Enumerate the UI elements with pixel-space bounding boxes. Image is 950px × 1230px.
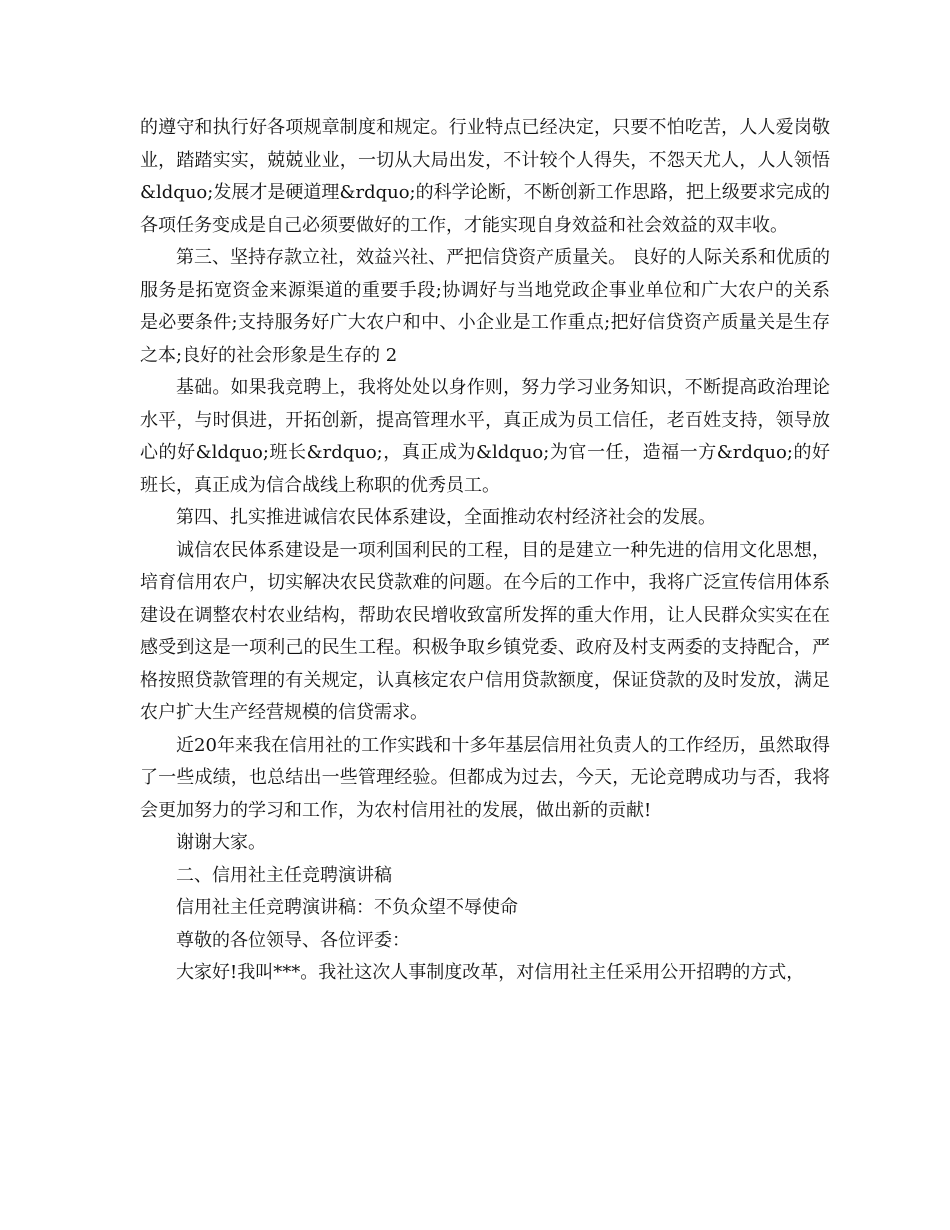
paragraph-credit-system: 诚信农民体系建设是一项利国利民的工程，目的是建立一种先进的信用文化思想，培育信用农户，切实解决农民贷款难的问题。在今后的工作中，我将广泛宣传信用体系建设在调整农村农业结构，帮助农民增收致富所发挥的重大作用，让人民群众实实在在感受到这是一项利己的民生工程。积极争取乡镇党委、政府及村支两委的支持配合，严格按照贷款管理的有关规定，认真核定农户信用贷款额度，保证贷款的及时发放，满足农户扩大生产经营规模的信贷需求。 [140,539,830,723]
salutation: 尊敬的各位领导、各位评委： [176,929,410,951]
paragraph-third-point: 第三、坚持存款立社，效益兴社、严把信贷资产质量关。 良好的人际关系和优质的服务是拓宽资金来源渠道的重要手段;协调好与当地党政企事业单位和广大农户的关系是必要条件;支持服务好广大农户和中、小企业是工作重点;把好信贷资产质量关是生存之本;良好的社会形象是生存的 2 [140,247,830,366]
paragraph-foundation: 基础。如果我竞聘上，我将处处以身作则，努力学习业务知识，不断提高政治理论水平，与时俱进，开拓创新，提高管理水平，真正成为员工信任，老百姓支持，领导放心的好&ldquo;班长&rdquo;，真正成为&ldquo;为官一任，造福一方&rdquo;的好班长，真正成为信合战线上称职的优秀员工。 [140,377,830,496]
speech-title: 信用社主任竞聘演讲稿：不负众望不辱使命 [176,897,518,918]
section-heading: 二、信用社主任竞聘演讲稿 [176,864,392,886]
paragraph-greeting: 大家好!我叫***。我社这次人事制度改革，对信用社主任采用公开招聘的方式， [176,962,805,983]
paragraph-fourth-point: 第四、扎实推进诚信农民体系建设，全面推动农村经济社会的发展。 [176,507,716,528]
paragraph-experience: 近20年来我在信用社的工作实践和十多年基层信用社负责人的工作经历，虽然取得了一些成绩，也总结出一些管理经验。但都成为过去，今天，无论竞聘成功与否，我将会更加努力的学习和工作，为农村信用社的发展，做出新的贡献! [140,734,830,821]
document-page [140,112,830,990]
paragraph-thanks: 谢谢大家。 [176,832,266,853]
paragraph-continuation: 的遵守和执行好各项规章制度和规定。行业特点已经决定，只要不怕吃苦，人人爱岗敬业，踏踏实实，兢兢业业，一切从大局出发，不计较个人得失，不怨天尤人，人人领悟&ldquo;发展才是硬道理&rdquo;的科学论断，不断创新工作思路，把上级要求完成的各项任务变成是自己必须要做好的工作，才能实现自身效益和社会效益的双丰收。 [140,117,830,236]
